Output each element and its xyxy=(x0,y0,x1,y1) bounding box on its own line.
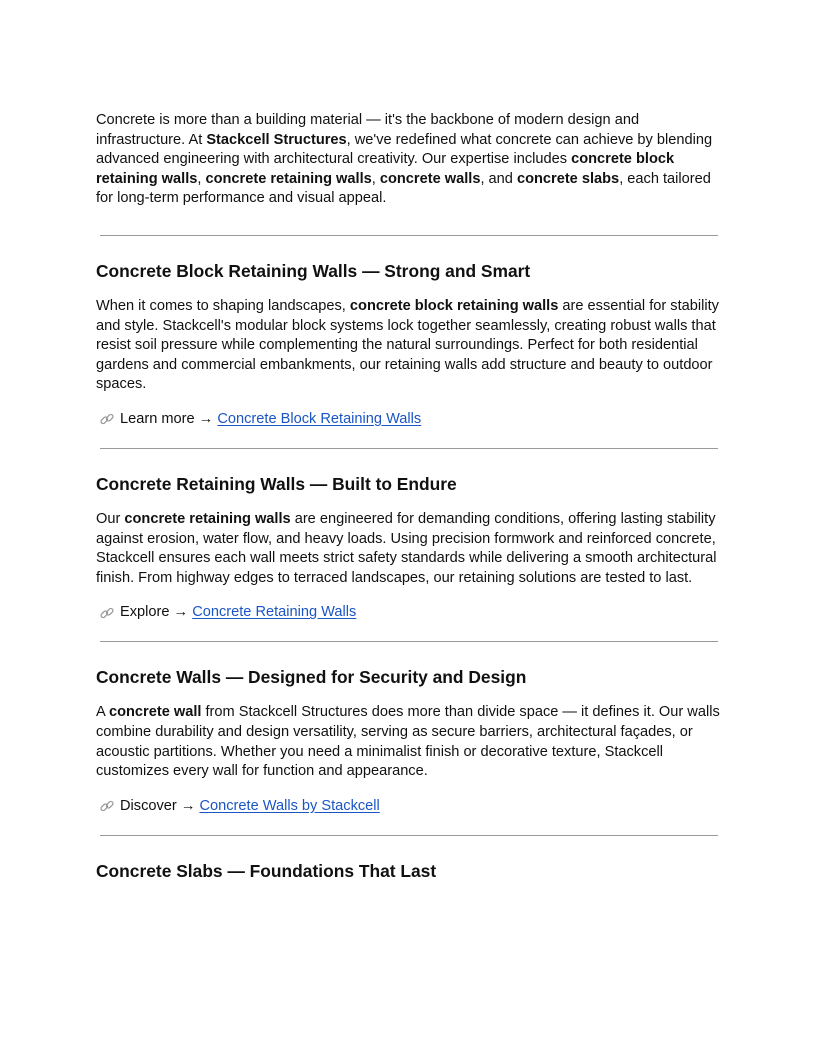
intro-emphasis: concrete retaining walls xyxy=(205,170,372,187)
body-emphasis: concrete block retaining walls xyxy=(349,297,559,314)
link-line xyxy=(96,603,722,622)
link-icon xyxy=(99,605,115,621)
link-icon xyxy=(99,798,115,814)
section-divider xyxy=(100,448,718,449)
intro-emphasis: concrete slabs xyxy=(516,170,620,187)
section-heading: Concrete Retaining Walls — Built to Endure xyxy=(96,473,457,494)
body-text: A xyxy=(96,704,109,721)
intro-text: , xyxy=(371,170,380,187)
intro-text: , we've redefined what concrete can achieve by blending advanced engineering with architectural creativity. Our expertise includes xyxy=(96,131,713,168)
link-line xyxy=(96,797,722,816)
section-heading: Concrete Slabs — Foundations That Last xyxy=(96,860,437,881)
intro-emphasis: concrete block retaining walls xyxy=(96,151,675,187)
link-icon xyxy=(99,411,115,427)
section-concrete-slabs xyxy=(96,860,722,882)
section-body xyxy=(96,297,722,395)
intro-text: Concrete is more than a building material — it's the backbone of modern design and infrastructure. At xyxy=(96,112,640,148)
intro-text: , each tailored for long-term performance and visual appeal. xyxy=(96,170,711,207)
link-prefix: Explore → xyxy=(120,604,193,621)
section-divider xyxy=(100,641,718,642)
intro-emphasis: Stackcell Structures xyxy=(206,131,347,148)
section-divider xyxy=(100,235,718,236)
intro-paragraph xyxy=(96,111,722,209)
link-block-retaining-walls[interactable]: Concrete Block Retaining Walls xyxy=(217,410,422,427)
link-prefix: Discover → xyxy=(120,797,200,814)
intro-emphasis: concrete walls xyxy=(379,170,481,187)
body-text: from Stackcell Structures does more than divide space — it defines it. Our walls combine durability and design versatility, serving as secure barriers, architectural façades, or acoustic partitions. Whether you need a minimalist finish or decorative texture, Stackcell customizes every wall for function and appearance. xyxy=(96,704,720,780)
section-block-retaining-walls xyxy=(96,260,722,429)
body-emphasis: concrete wall xyxy=(108,704,202,721)
body-text: are engineered for demanding conditions, offering lasting stability against erosion, water flow, and heavy loads. Using precision formwork and reinforced concrete, Stackcell ensures each wall meets strict safety standards while delivering a smooth architectural finish. From highway edges to terraced landscapes, our retaining solutions are tested to last. xyxy=(96,510,717,586)
document-page xyxy=(96,111,722,897)
intro-text: , xyxy=(197,170,206,187)
section-heading: Concrete Walls — Designed for Security and Design xyxy=(96,667,527,688)
link-concrete-walls[interactable]: Concrete Walls by Stackcell xyxy=(199,797,380,814)
body-text: are essential for stability and style. Stackcell's modular block systems lock together seamlessly, creating robust walls that resist soil pressure while complementing the natural surroundings. Perfect for both residential gardens and commercial embankments, our retaining walls add structure and beauty to outdoor spaces. xyxy=(96,297,719,393)
link-prefix: Learn more → xyxy=(120,410,218,427)
body-text: Our xyxy=(96,510,125,527)
section-divider xyxy=(100,835,718,836)
link-retaining-walls[interactable]: Concrete Retaining Walls xyxy=(192,604,357,621)
section-retaining-walls xyxy=(96,473,722,622)
body-text: When it comes to shaping landscapes, xyxy=(96,297,350,314)
section-body xyxy=(96,510,722,588)
section-body xyxy=(96,703,722,781)
intro-text: , and xyxy=(480,170,517,187)
link-line xyxy=(96,410,722,429)
section-concrete-walls xyxy=(96,666,722,815)
section-heading: Concrete Block Retaining Walls — Strong and Smart xyxy=(96,260,531,281)
body-emphasis: concrete retaining walls xyxy=(124,510,291,527)
